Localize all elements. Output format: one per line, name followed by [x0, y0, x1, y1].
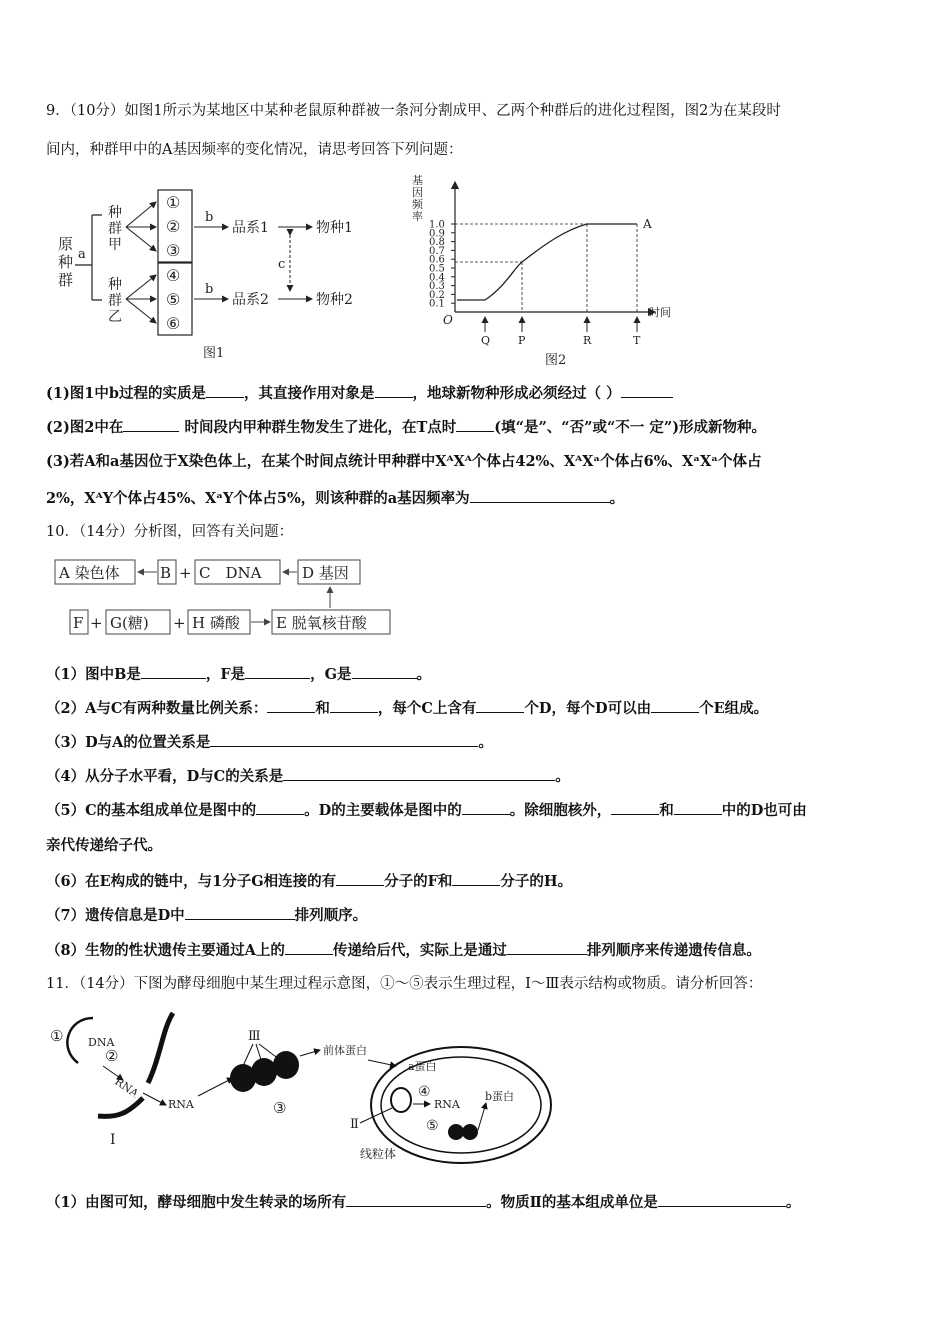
blank[interactable]	[210, 732, 478, 747]
blank[interactable]	[267, 698, 315, 713]
box-D: D 基因	[302, 564, 349, 582]
plus-3: +	[173, 614, 186, 632]
q9-s2: (2)图2中在 时间段内甲种群生物发生了进化，在T点时 (填“是”、“否”或“不一 定”)形成新物种。	[46, 419, 767, 436]
blank[interactable]	[283, 766, 555, 781]
circle-2: ②	[166, 217, 181, 236]
box-H: H 磷酸	[192, 614, 240, 632]
y-tick-label: 0.3	[429, 281, 445, 293]
figure-2-caption: 图2	[545, 353, 567, 368]
blank[interactable]	[507, 940, 587, 955]
label-rna1: RNA	[112, 1074, 141, 1101]
q9-line1: 9．（10分）如图1所示为某地区中某种老鼠原种群被一条河分割成甲、乙两个种群后的进化过程图，图2为在某段时	[46, 103, 781, 119]
blank[interactable]	[123, 417, 179, 432]
label-mito: 线粒体	[360, 1147, 397, 1161]
box-F: F	[73, 614, 84, 632]
blank[interactable]	[674, 800, 722, 815]
figure-1	[50, 185, 370, 365]
plus-2: +	[90, 614, 103, 632]
blank[interactable]	[658, 1192, 786, 1207]
y-tick-label: 0.9	[429, 228, 445, 240]
blank[interactable]	[470, 488, 610, 503]
q10-s5: （5）C的基本组成单位是图中的 。D的主要载体是图中的 。除细胞核外， 和 中的D也可由	[46, 802, 807, 819]
blank[interactable]	[462, 800, 510, 815]
q10-s7: （7）遗传信息是D中 排列顺序。	[46, 907, 368, 924]
figure-q10	[50, 555, 400, 637]
circle-5: ⑤	[166, 290, 181, 309]
y-tick-label: 0.1	[429, 298, 445, 310]
species-1: 物种1	[316, 220, 353, 236]
origin-label: O	[443, 313, 453, 327]
circle-1: ①	[166, 193, 181, 212]
y-tick-label: 0.4	[429, 272, 445, 284]
q9-s3a: (3)若A和a基因位于X染色体上，在某个时间点统计甲种群中XᴬXᴬ个体占42%、XᴬXᵃ个体占6%、XᵃXᵃ个体占	[46, 453, 762, 470]
blank[interactable]	[285, 940, 333, 955]
blank[interactable]	[185, 905, 295, 920]
circle-3: ③	[166, 241, 181, 260]
yi-char-1: 种	[108, 277, 122, 293]
x-point-P: P	[518, 334, 526, 347]
orig-char-1: 原	[58, 235, 74, 253]
q10-s6: （6）在E构成的链中，与1分子G相连接的有 分子的F和 分子的H。	[46, 873, 573, 890]
label-c2: ②	[105, 1047, 119, 1065]
orig-char-2: 种	[58, 253, 74, 271]
ylabel-char-1: 基	[412, 174, 423, 187]
blank[interactable]	[346, 1192, 486, 1207]
label-roman2: Ⅱ	[350, 1117, 359, 1132]
box-C: C DNA	[199, 564, 262, 582]
label-c3: ③	[273, 1099, 287, 1117]
blank[interactable]	[256, 800, 304, 815]
q10-s1: （1）图中B是 ，F是 ，G是 。	[46, 666, 432, 683]
jia-char-1: 种	[108, 205, 122, 221]
blank[interactable]	[141, 664, 206, 679]
label-c: c	[278, 257, 286, 272]
blank[interactable]	[336, 871, 384, 886]
box-G: G(糖)	[110, 614, 149, 632]
blank[interactable]	[621, 383, 673, 398]
plus-1: +	[179, 564, 192, 582]
y-tick-label: 0.8	[429, 237, 445, 249]
label-dna: DNA	[88, 1036, 115, 1049]
q10-s2: （2）A与C有两种数量比例关系： 和 ，每个C上含有 个D，每个D可以由 个E组成。	[46, 700, 769, 717]
y-tick-label: 1.0	[429, 219, 445, 231]
frequency-curve	[457, 224, 637, 300]
label-b2: b	[205, 282, 214, 297]
x-point-R: R	[583, 334, 592, 347]
orig-char-3: 群	[58, 271, 74, 289]
box-B: B	[160, 564, 172, 582]
blank[interactable]	[476, 698, 524, 713]
figure-1-caption: 图1	[203, 346, 225, 361]
label-precursor: 前体蛋白	[323, 1044, 367, 1057]
strain-1: 品系1	[232, 220, 269, 236]
blank[interactable]	[375, 383, 413, 398]
box-E: E 脱氧核苷酸	[276, 614, 367, 632]
label-roman3: Ⅲ	[248, 1029, 261, 1044]
species-2: 物种2	[316, 292, 353, 308]
label-c5: ⑤	[426, 1118, 439, 1134]
x-point-Q: Q	[481, 334, 491, 347]
label-roman1: Ⅰ	[110, 1132, 116, 1148]
box-A: A 染色体	[59, 564, 120, 582]
blank[interactable]	[352, 664, 417, 679]
y-tick-label: 0.7	[429, 245, 445, 257]
blank[interactable]	[452, 871, 500, 886]
figure-2	[405, 172, 695, 372]
q9-line2: 间内，种群甲中的A基因频率的变化情况，请思考回答下列问题：	[46, 142, 463, 158]
jia-char-3: 甲	[108, 237, 122, 253]
blank[interactable]	[206, 383, 244, 398]
label-c4: ④	[418, 1084, 431, 1100]
q9-s3b: 2%，XᴬY个体占45%、XᵃY个体占5%，则该种群的a基因频率为 。	[46, 490, 625, 507]
q10-s4: （4）从分子水平看，D与C的关系是 。	[46, 768, 570, 785]
circle-6: ⑥	[166, 314, 181, 333]
yi-char-2: 群	[108, 293, 122, 309]
ylabel-char-2: 因	[412, 186, 423, 199]
blank[interactable]	[330, 698, 378, 713]
q11-s1: （1）由图可知，酵母细胞中发生转录的场所有 。物质Ⅱ的基本组成单位是 。	[46, 1194, 801, 1211]
strain-2: 品系2	[232, 292, 269, 308]
label-a: a	[78, 247, 86, 262]
x-axis-label: 时间	[649, 306, 671, 319]
y-tick-label: 0.6	[429, 254, 445, 266]
blank[interactable]	[245, 664, 310, 679]
y-tick-label: 0.5	[429, 263, 445, 275]
y-tick-label: 0.2	[429, 289, 445, 301]
q10-s8: （8）生物的性状遗传主要通过A上的 传递给后代，实际上是通过 排列顺序来传递遗传信息。	[46, 942, 761, 959]
label-a-protein: a蛋白	[408, 1060, 437, 1073]
q9-s1: (1)图1中b过程的实质是 ，其直接作用对象是 ，地球新物种形成必须经过（ ）	[46, 383, 673, 404]
q10-s3: （3）D与A的位置关系是 。	[46, 734, 493, 751]
q10-title: 10．（14分）分析图，回答有关问题：	[46, 524, 294, 540]
x-point-T: T	[633, 334, 641, 347]
q11-title: 11．（14分）下图为酵母细胞中某生理过程示意图，①～⑤表示生理过程，Ⅰ～Ⅲ表示结构或物质。请分析回答：	[46, 976, 763, 992]
blank[interactable]	[651, 698, 699, 713]
yi-char-3: 乙	[108, 309, 122, 325]
blank[interactable]	[611, 800, 659, 815]
label-c1: ①	[50, 1027, 64, 1045]
ylabel-char-4: 率	[412, 210, 423, 223]
label-b1: b	[205, 210, 214, 225]
blank[interactable]	[456, 417, 494, 432]
ylabel-char-3: 频	[412, 198, 423, 211]
figure-q11	[48, 1008, 568, 1168]
curve-label-A: A	[643, 217, 652, 231]
circle-4: ④	[166, 266, 181, 285]
jia-char-2: 群	[108, 221, 122, 237]
label-rna3: RNA	[434, 1098, 460, 1111]
label-rna2: RNA	[168, 1098, 194, 1111]
q10-s5b: 亲代传递给子代。	[46, 837, 162, 854]
label-b-protein: b蛋白	[485, 1090, 515, 1103]
